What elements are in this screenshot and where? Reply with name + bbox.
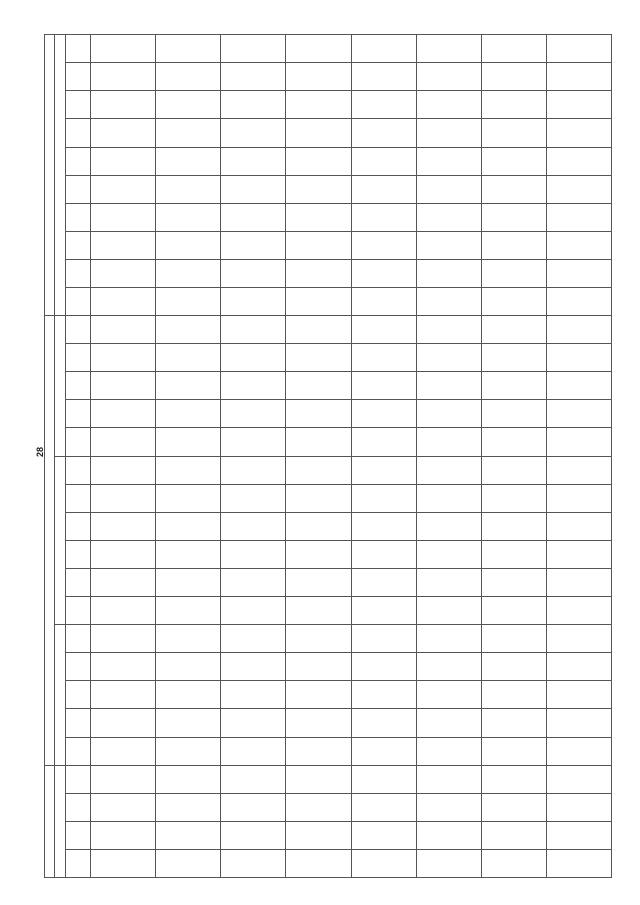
table-row: [286, 35, 351, 878]
table-cell: [156, 484, 221, 512]
column-header: [66, 428, 91, 456]
table-cell: [221, 91, 286, 119]
table-cell: [416, 737, 481, 765]
table-cell: [481, 709, 546, 737]
table-cell: [156, 793, 221, 821]
table-cell: [481, 568, 546, 596]
table-cell: [156, 428, 221, 456]
table-cell: [351, 737, 416, 765]
group-header-row: [45, 35, 55, 878]
table-cell: [416, 484, 481, 512]
table-cell: [481, 653, 546, 681]
group-header: [45, 316, 55, 766]
table-cell: [481, 91, 546, 119]
data-table: [44, 34, 612, 878]
column-header: [66, 849, 91, 877]
table-cell: [546, 456, 611, 484]
table-cell: [416, 765, 481, 793]
column-header: [66, 203, 91, 231]
table-cell: [156, 316, 221, 344]
table-cell: [481, 288, 546, 316]
column-header: [66, 793, 91, 821]
table-cell: [91, 288, 156, 316]
table-cell: [91, 709, 156, 737]
column-header: [66, 512, 91, 540]
table-cell: [416, 681, 481, 709]
table-cell: [221, 737, 286, 765]
table-cell: [156, 512, 221, 540]
table-cell: [156, 568, 221, 596]
table-cell: [221, 540, 286, 568]
table-cell: [156, 456, 221, 484]
table-cell: [416, 456, 481, 484]
table-cell: [286, 372, 351, 400]
table-cell: [416, 568, 481, 596]
column-header: [66, 484, 91, 512]
table-cell: [351, 259, 416, 287]
table-cell: [91, 175, 156, 203]
table-cell: [156, 372, 221, 400]
table-cell: [546, 765, 611, 793]
table-cell: [156, 259, 221, 287]
table-cell: [546, 203, 611, 231]
table-cell: [91, 231, 156, 259]
table-cell: [416, 203, 481, 231]
table-cell: [221, 231, 286, 259]
table-cell: [351, 231, 416, 259]
table-row: [156, 35, 221, 878]
table-cell: [156, 119, 221, 147]
table-cell: [91, 91, 156, 119]
table-cell: [156, 821, 221, 849]
table-cell: [221, 147, 286, 175]
table-row: [416, 35, 481, 878]
column-header: [66, 231, 91, 259]
table-cell: [416, 231, 481, 259]
table-cell: [351, 316, 416, 344]
table-cell: [546, 484, 611, 512]
table-row: [481, 35, 546, 878]
table-cell: [416, 849, 481, 877]
table-cell: [221, 372, 286, 400]
sub-header: [55, 625, 66, 765]
table-cell: [416, 91, 481, 119]
table-cell: [416, 63, 481, 91]
table-cell: [351, 793, 416, 821]
table-cell: [156, 400, 221, 428]
table-cell: [91, 372, 156, 400]
table-cell: [416, 540, 481, 568]
table-row: [351, 35, 416, 878]
table-cell: [546, 400, 611, 428]
column-header: [66, 288, 91, 316]
table-cell: [286, 821, 351, 849]
table-cell: [156, 203, 221, 231]
table-cell: [91, 512, 156, 540]
table-cell: [546, 849, 611, 877]
table-cell: [351, 568, 416, 596]
table-cell: [286, 849, 351, 877]
table-cell: [221, 288, 286, 316]
table-cell: [546, 259, 611, 287]
table-cell: [286, 203, 351, 231]
table-cell: [351, 63, 416, 91]
table-cell: [546, 344, 611, 372]
table-cell: [416, 653, 481, 681]
table-cell: [416, 372, 481, 400]
table-cell: [156, 63, 221, 91]
table-cell: [221, 484, 286, 512]
table-cell: [351, 456, 416, 484]
table-cell: [416, 344, 481, 372]
table-cell: [351, 681, 416, 709]
table-cell: [91, 400, 156, 428]
table-cell: [91, 540, 156, 568]
table-cell: [351, 597, 416, 625]
table-cell: [156, 540, 221, 568]
table-cell: [481, 456, 546, 484]
table-cell: [286, 540, 351, 568]
table-cell: [91, 316, 156, 344]
table-cell: [91, 63, 156, 91]
table-cell: [221, 203, 286, 231]
table-cell: [481, 231, 546, 259]
table-cell: [156, 849, 221, 877]
table-cell: [351, 428, 416, 456]
table-cell: [286, 288, 351, 316]
table-cell: [351, 400, 416, 428]
table-cell: [156, 147, 221, 175]
table-cell: [546, 681, 611, 709]
table-cell: [351, 512, 416, 540]
table-cell: [156, 344, 221, 372]
table-cell: [351, 653, 416, 681]
table-cell: [286, 568, 351, 596]
table-cell: [416, 316, 481, 344]
table-cell: [481, 512, 546, 540]
table-cell: [221, 456, 286, 484]
column-header: [66, 540, 91, 568]
table-cell: [286, 63, 351, 91]
table-cell: [351, 709, 416, 737]
table-cell: [481, 372, 546, 400]
table-cell: [156, 625, 221, 653]
table-cell: [546, 540, 611, 568]
column-header: [66, 175, 91, 203]
table-cell: [91, 344, 156, 372]
table-cell: [351, 821, 416, 849]
table-cell: [221, 568, 286, 596]
table-cell: [351, 119, 416, 147]
table-cell: [546, 119, 611, 147]
table-cell: [286, 625, 351, 653]
table-cell: [221, 259, 286, 287]
table-cell: [221, 597, 286, 625]
table-cell: [286, 737, 351, 765]
table-cell: [351, 175, 416, 203]
column-header: [66, 35, 91, 63]
table-cell: [156, 597, 221, 625]
table-cell: [91, 456, 156, 484]
table-cell: [481, 793, 546, 821]
table-cell: [546, 288, 611, 316]
table-cell: [286, 91, 351, 119]
table-cell: [351, 35, 416, 63]
column-header: [66, 821, 91, 849]
table-cell: [416, 597, 481, 625]
table-cell: [91, 568, 156, 596]
table-cell: [91, 737, 156, 765]
table-cell: [546, 91, 611, 119]
table-cell: [481, 344, 546, 372]
table-cell: [286, 35, 351, 63]
table-cell: [481, 681, 546, 709]
sub-header: [55, 765, 66, 877]
table-cell: [156, 288, 221, 316]
table-cell: [416, 288, 481, 316]
table-cell: [546, 568, 611, 596]
table-cell: [286, 400, 351, 428]
table-cell: [91, 203, 156, 231]
table-cell: [546, 793, 611, 821]
table-rotator: [44, 34, 612, 878]
table-cell: [156, 91, 221, 119]
table-cell: [351, 147, 416, 175]
table-cell: [351, 344, 416, 372]
rotated-table-sheet: [44, 34, 612, 878]
page-number: 28: [35, 446, 45, 458]
table-head: [45, 35, 91, 878]
group-header: [45, 35, 55, 316]
table-cell: [156, 653, 221, 681]
table-cell: [221, 653, 286, 681]
table-cell: [546, 175, 611, 203]
table-cell: [481, 821, 546, 849]
table-body: [91, 35, 612, 878]
table-cell: [221, 63, 286, 91]
table-cell: [416, 35, 481, 63]
table-cell: [481, 35, 546, 63]
table-cell: [481, 849, 546, 877]
table-cell: [481, 597, 546, 625]
table-cell: [481, 147, 546, 175]
table-cell: [416, 821, 481, 849]
table-cell: [91, 821, 156, 849]
table-cell: [546, 147, 611, 175]
table-cell: [221, 821, 286, 849]
column-header: [66, 765, 91, 793]
column-header: [66, 568, 91, 596]
table-cell: [286, 456, 351, 484]
table-cell: [286, 147, 351, 175]
table-cell: [221, 765, 286, 793]
column-header: [66, 372, 91, 400]
column-header: [66, 344, 91, 372]
table-cell: [481, 400, 546, 428]
column-header: [66, 456, 91, 484]
column-header: [66, 653, 91, 681]
table-cell: [481, 625, 546, 653]
table-cell: [351, 372, 416, 400]
table-cell: [546, 737, 611, 765]
table-cell: [351, 484, 416, 512]
table-cell: [221, 316, 286, 344]
table-cell: [156, 231, 221, 259]
table-cell: [351, 765, 416, 793]
column-header: [66, 400, 91, 428]
table-cell: [416, 175, 481, 203]
column-header: [66, 737, 91, 765]
table-cell: [351, 203, 416, 231]
sub-header: [55, 316, 66, 456]
table-cell: [91, 119, 156, 147]
table-cell: [481, 119, 546, 147]
table-cell: [546, 231, 611, 259]
table-cell: [546, 597, 611, 625]
table-cell: [156, 737, 221, 765]
table-cell: [91, 625, 156, 653]
table-cell: [286, 793, 351, 821]
table-cell: [156, 681, 221, 709]
table-cell: [286, 681, 351, 709]
table-cell: [221, 344, 286, 372]
table-cell: [286, 231, 351, 259]
column-header: [66, 147, 91, 175]
table-cell: [416, 625, 481, 653]
column-header: [66, 625, 91, 653]
table-cell: [221, 793, 286, 821]
table-cell: [221, 119, 286, 147]
table-cell: [286, 484, 351, 512]
table-cell: [286, 597, 351, 625]
table-cell: [286, 175, 351, 203]
sub-header: [55, 456, 66, 625]
table-cell: [221, 512, 286, 540]
table-cell: [351, 849, 416, 877]
table-cell: [91, 849, 156, 877]
table-cell: [481, 484, 546, 512]
table-cell: [481, 259, 546, 287]
column-header: [66, 119, 91, 147]
table-cell: [546, 653, 611, 681]
table-cell: [546, 428, 611, 456]
table-row: [546, 35, 611, 878]
column-header: [66, 597, 91, 625]
table-row: [221, 35, 286, 878]
table-cell: [286, 428, 351, 456]
table-cell: [156, 175, 221, 203]
table-cell: [221, 681, 286, 709]
table-cell: [156, 35, 221, 63]
column-header: [66, 709, 91, 737]
table-cell: [286, 316, 351, 344]
column-header: [66, 259, 91, 287]
table-cell: [286, 765, 351, 793]
table-cell: [286, 344, 351, 372]
column-header: [66, 316, 91, 344]
table-cell: [546, 316, 611, 344]
table-cell: [156, 709, 221, 737]
table-cell: [351, 288, 416, 316]
sub-header: [55, 35, 66, 316]
table-cell: [416, 259, 481, 287]
table-cell: [416, 119, 481, 147]
table-cell: [286, 653, 351, 681]
table-cell: [221, 428, 286, 456]
table-cell: [91, 147, 156, 175]
table-cell: [221, 849, 286, 877]
table-cell: [481, 428, 546, 456]
table-cell: [91, 597, 156, 625]
table-cell: [546, 63, 611, 91]
table-cell: [286, 259, 351, 287]
table-cell: [546, 625, 611, 653]
table-cell: [546, 372, 611, 400]
table-cell: [416, 428, 481, 456]
sub-header-row: [55, 35, 66, 878]
table-cell: [221, 400, 286, 428]
table-cell: [351, 625, 416, 653]
table-cell: [91, 765, 156, 793]
table-cell: [351, 540, 416, 568]
table-row: [91, 35, 156, 878]
table-cell: [416, 709, 481, 737]
table-cell: [481, 316, 546, 344]
table-cell: [481, 203, 546, 231]
table-cell: [481, 63, 546, 91]
table-cell: [221, 625, 286, 653]
column-header: [66, 63, 91, 91]
table-cell: [416, 147, 481, 175]
table-cell: [91, 793, 156, 821]
table-cell: [481, 765, 546, 793]
table-cell: [546, 35, 611, 63]
group-header: [45, 765, 55, 877]
column-header: [66, 91, 91, 119]
table-cell: [91, 35, 156, 63]
table-cell: [351, 91, 416, 119]
table-cell: [481, 540, 546, 568]
table-cell: [481, 175, 546, 203]
column-header-row: [66, 35, 91, 878]
table-cell: [91, 428, 156, 456]
table-cell: [156, 765, 221, 793]
table-cell: [546, 709, 611, 737]
table-cell: [91, 484, 156, 512]
table-cell: [286, 709, 351, 737]
table-cell: [286, 512, 351, 540]
table-cell: [221, 709, 286, 737]
table-cell: [481, 737, 546, 765]
table-cell: [546, 821, 611, 849]
table-cell: [91, 681, 156, 709]
table-cell: [221, 35, 286, 63]
table-cell: [221, 175, 286, 203]
table-cell: [416, 400, 481, 428]
table-cell: [546, 512, 611, 540]
column-header: [66, 681, 91, 709]
table-cell: [416, 512, 481, 540]
table-cell: [286, 119, 351, 147]
table-cell: [91, 259, 156, 287]
table-cell: [91, 653, 156, 681]
table-cell: [416, 793, 481, 821]
